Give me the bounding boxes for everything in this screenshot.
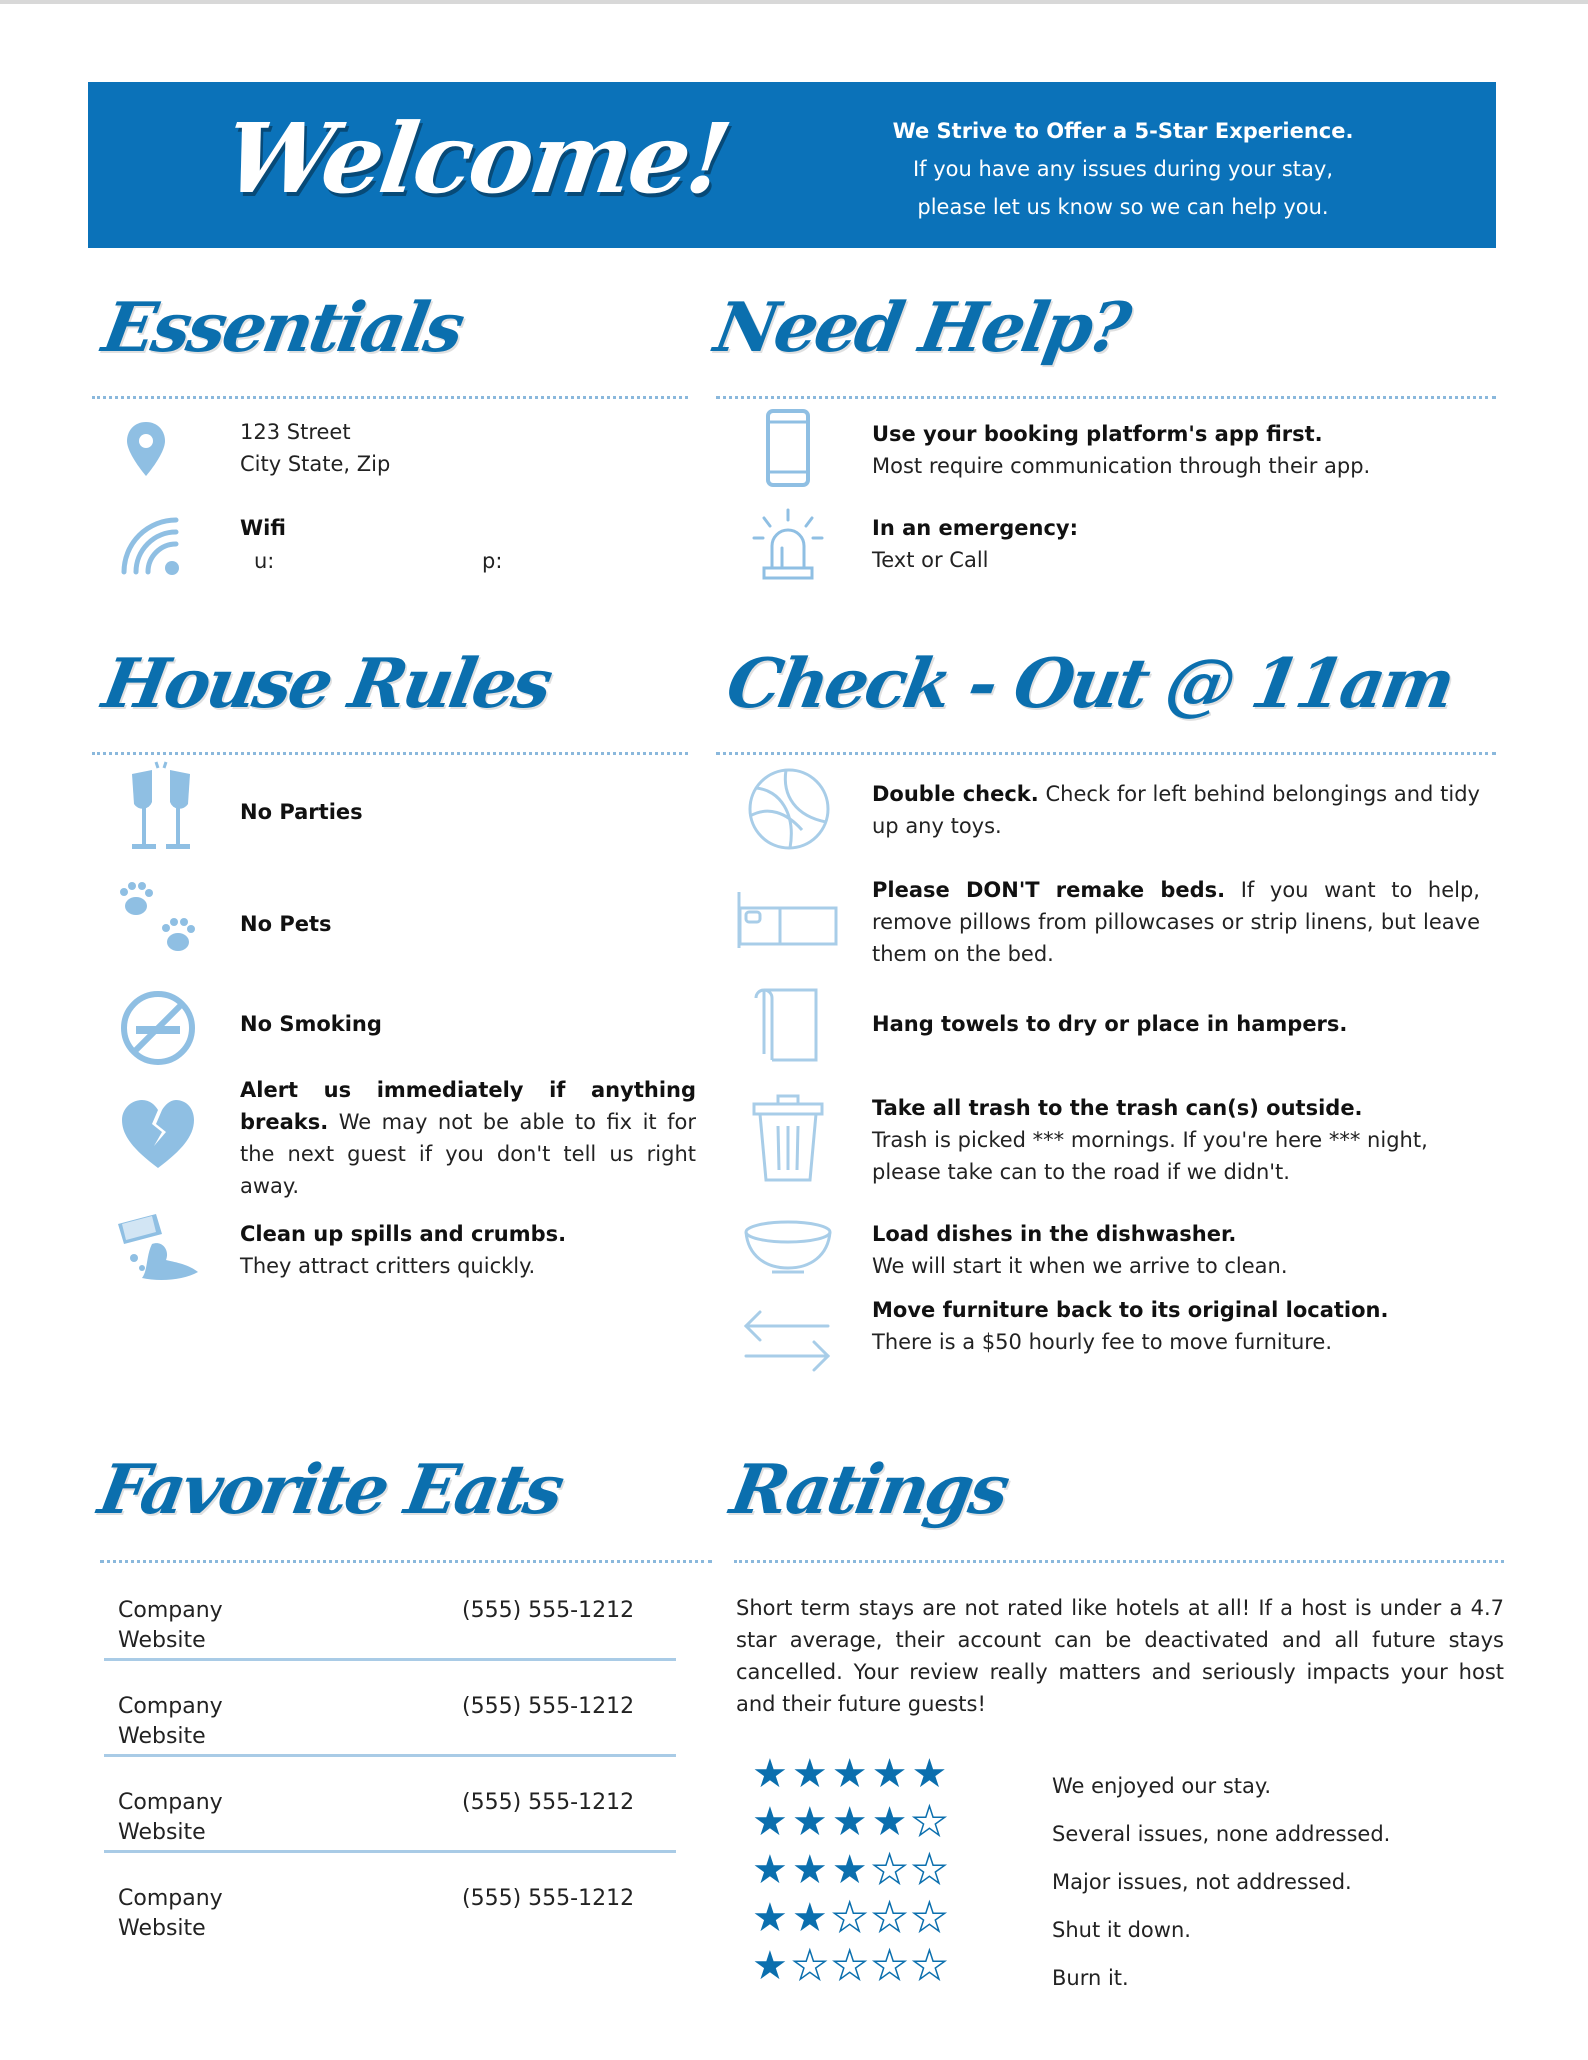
top-border [0,0,1588,4]
dishes-text: We will start it when we arrive to clean. [872,1254,1288,1278]
double-check-text: Check for left behind belongings and tidy up any toys. [872,782,1480,838]
essentials-title: Essentials [96,288,468,368]
eat-website: Website [118,1916,206,1941]
phone-icon [764,408,812,488]
house-rules-title: House Rules [96,644,556,724]
wifi-pass-label: p: [482,549,503,573]
rule-no-smoking-text: No Smoking [240,1012,382,1036]
checkout-towels [872,1008,1347,1040]
towel-icon [748,988,828,1068]
bowl-icon [742,1218,834,1276]
tagline-line-3: please let us know so we can help you. [917,195,1329,219]
towels-bold: Hang towels to dry or place in hampers. [872,1012,1348,1036]
trash-bold: Take all trash to the trash can(s) outside. [872,1096,1363,1120]
house-rules-divider [92,752,688,755]
rule-no-pets-text: No Pets [240,912,332,936]
rule-no-parties [240,796,363,828]
emergency-help [872,512,1078,576]
rating-stars-5: ★★★★★ [752,1751,952,1797]
rule-breaks-text: We may not be able to fix it for the next guest if you don't tell us right away. [240,1110,696,1198]
app-help-text: Most require communication through their app. [872,454,1371,478]
furniture-text: There is a $50 hourly fee to move furniture. [872,1330,1333,1354]
rule-spills-bold: Clean up spills and crumbs. [240,1222,567,1246]
move-arrows-icon [740,1306,834,1376]
eat-website: Website [118,1820,206,1845]
beds-text: If you want to help, remove pillows from pillowcases or strip linens, but leave them on the bed. [872,878,1480,966]
ratings-divider [734,1560,1504,1563]
ratings-intro: Short term stays are not rated like hotels at all! If a host is under a 4.7 star average, their account can be deactivated and all future stays cancelled. Your review really matters and seriously impacts your host and their future guests! [736,1596,1504,1716]
eat-company: Company [118,1886,223,1911]
rating-label-5: We enjoyed our stay. [1052,1774,1272,1798]
wifi-icon [116,512,186,578]
rating-stars-1: ★★★★★ [752,1943,952,1989]
rule-spills-text: They attract critters quickly. [240,1254,536,1278]
tagline-line-2: If you have any issues during your stay, [912,157,1334,181]
trash-text: Trash is picked *** mornings. If you're here *** night, please take can to the road if we didn't. [872,1128,1428,1184]
banner-tagline [828,112,1418,226]
eat-company: Company [118,1598,223,1623]
champagne-glasses-icon [122,760,200,858]
furniture-bold: Move furniture back to its original location. [872,1298,1389,1322]
eat-phone: (555) 555-1212 [462,1886,635,1911]
eat-divider [104,1754,676,1757]
eat-divider [104,1850,676,1853]
eat-phone: (555) 555-1212 [462,1598,635,1623]
trash-can-icon [750,1094,826,1184]
app-help-bold: Use your booking platform's app first. [872,422,1323,446]
checkout-double-check [872,778,1480,842]
emergency-text: Text or Call [872,548,989,572]
rating-label-3: Major issues, not addressed. [1052,1870,1352,1894]
favorite-eats-divider [100,1560,712,1563]
checkout-dishes [872,1218,1288,1282]
eat-company: Company [118,1694,223,1719]
eat-item-1 [118,1596,223,1656]
checkout-divider [716,752,1496,755]
dishes-bold: Load dishes in the dishwasher. [872,1222,1237,1246]
checkout-beds [872,874,1480,970]
bed-icon [736,888,840,952]
rating-label-4: Several issues, none addressed. [1052,1822,1391,1846]
rule-breaks [240,1074,696,1202]
broken-heart-icon [118,1098,198,1172]
checkout-furniture [872,1294,1389,1358]
rule-no-parties-text: No Parties [240,800,363,824]
beds-bold: Please DON'T remake beds. [872,878,1226,902]
address-line-2: City State, Zip [240,452,391,476]
wifi-block [240,512,286,544]
address-line-1: 123 Street [240,420,351,444]
essentials-divider [92,396,688,399]
eat-item-4 [118,1884,223,1944]
rule-breaks-bold: Alert us immediately if anything breaks. [240,1078,696,1134]
emergency-bold: In an emergency: [872,516,1078,540]
eat-phone: (555) 555-1212 [462,1694,635,1719]
wifi-label: Wifi [240,516,286,540]
paw-prints-icon [114,880,202,960]
need-help-title: Need Help? [708,288,1134,368]
welcome-banner [88,82,1496,248]
rating-label-2: Shut it down. [1052,1918,1191,1942]
tagline-line-1: We Strive to Offer a 5-Star Experience. [892,119,1354,143]
eat-company: Company [118,1790,223,1815]
eat-phone: (555) 555-1212 [462,1790,635,1815]
rule-no-smoking [240,1008,382,1040]
address [240,416,390,480]
eat-item-2 [118,1692,223,1752]
emergency-siren-icon [750,508,826,582]
checkout-title: Check - Out @ 11am [720,644,1459,724]
rating-stars-2: ★★★★★ [752,1895,952,1941]
rule-spills [240,1218,566,1282]
spilled-cup-icon [112,1210,204,1286]
eat-website: Website [118,1724,206,1749]
need-help-divider [716,396,1496,399]
rating-stars-3: ★★★★★ [752,1847,952,1893]
rating-stars-4: ★★★★★ [752,1799,952,1845]
eat-item-3 [118,1788,223,1848]
beach-ball-icon [746,766,832,852]
favorite-eats-title: Favorite Eats [92,1450,568,1530]
double-check-bold: Double check. [872,782,1039,806]
no-smoking-icon [118,988,198,1068]
app-help [872,418,1370,482]
ratings-title: Ratings [724,1450,1013,1530]
location-pin-icon [122,418,170,480]
eat-website: Website [118,1628,206,1653]
rating-label-1: Burn it. [1052,1966,1129,1990]
welcome-title: Welcome! [218,102,735,215]
wifi-user-label: u: [254,549,275,573]
checkout-trash [872,1092,1484,1188]
rule-no-pets [240,908,332,940]
eat-divider [104,1658,676,1661]
